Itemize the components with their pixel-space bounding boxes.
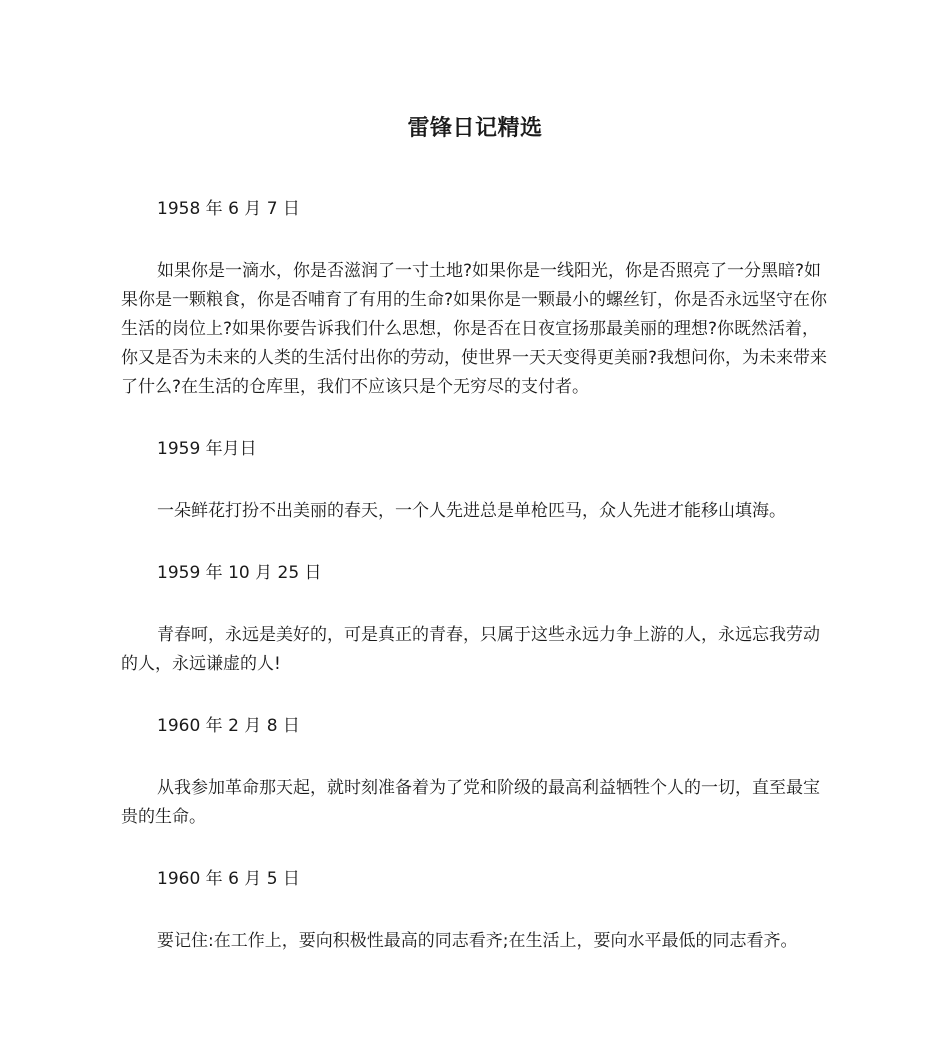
entry-text: 从我参加革命那天起，就时刻准备着为了党和阶级的最高利益牺牲个人的一切，直至最宝贵的生命。 (121, 778, 820, 827)
page-title: 雷锋日记精选 (407, 116, 543, 141)
entry-date: 1960 年 2 月 8 日 (157, 716, 300, 736)
diary-entry (121, 712, 836, 832)
diary-entry (121, 195, 836, 402)
entry-date: 1959 年 10 月 25 日 (157, 563, 322, 583)
entry-date: 1958 年 6 月 7 日 (157, 199, 300, 219)
diary-entry (121, 435, 836, 526)
entry-text: 青春呵，永远是美好的，可是真正的青春，只属于这些永远力争上游的人，永远忘我劳动的人，永远谦虚的人! (121, 625, 820, 674)
diary-entries (121, 195, 836, 989)
entry-text: 一朵鲜花打扮不出美丽的春天，一个人先进总是单枪匹马，众人先进才能移山填海。 (157, 501, 786, 521)
diary-entry (121, 559, 836, 679)
entry-text: 要记住:在工作上，要向积极性最高的同志看齐;在生活上，要向水平最低的同志看齐。 (157, 931, 798, 951)
entry-date: 1959 年月日 (157, 439, 257, 459)
entry-date: 1960 年 6 月 5 日 (157, 869, 300, 889)
diary-entry (121, 865, 836, 956)
entry-text: 如果你是一滴水，你是否滋润了一寸土地?如果你是一线阳光，你是否照亮了一分黑暗?如果你是一颗粮食，你是否哺育了有用的生命?如果你是一颗最小的螺丝钉，你是否永远坚守在你生活的岗位上?如果你要告诉我们什么思想，你是否在日夜宣扬那最美丽的理想?你既然活着，你又是否为未来的人类的生活付出你的劳动，使世界一天天变得更美丽?我想问你，为未来带来了什么?在生活的仓库里，我们不应该只是个无穷尽的支付者。 (121, 261, 828, 397)
